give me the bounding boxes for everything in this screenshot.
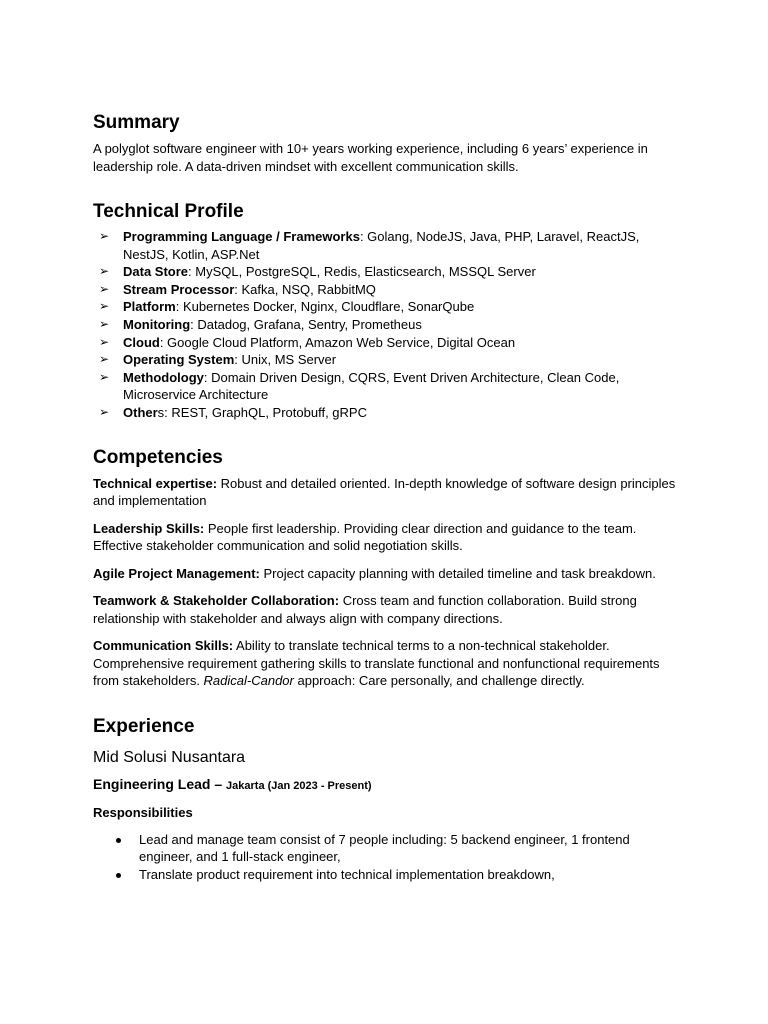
competency-agile — [93, 565, 683, 583]
experience-section — [93, 715, 683, 884]
tech-item-label: Operating System — [123, 352, 235, 368]
tech-item-label: Platform — [123, 299, 176, 315]
competency-text: People first leadership. Providing clear direction and guidance to the team. Effective stakeholder communication and solid negotiation skills. — [93, 520, 637, 554]
competency-communication — [93, 637, 683, 690]
competency-leadership — [93, 520, 683, 555]
tech-item-value: : Google Cloud Platform, Amazon Web Service, Digital Ocean — [159, 334, 516, 350]
competency-italic-text: Radical-Candor — [203, 673, 294, 689]
responsibility-item — [93, 866, 683, 884]
tech-item-others — [93, 404, 683, 422]
tech-item-label: Methodology — [123, 369, 204, 385]
competency-text: Cross team and function collaboration. Build strong relationship with stakeholder and always align with company directions. — [93, 593, 637, 626]
arrow-bullet-icon: ➢ — [99, 264, 110, 279]
tech-item-monitoring — [93, 316, 683, 334]
competency-label: Technical expertise: — [93, 475, 218, 491]
company-name: Mid Solusi Nusantara — [93, 748, 246, 766]
technical-profile-section — [93, 200, 683, 422]
competency-text: Project capacity planning with detailed timeline and task breakdown. — [259, 565, 656, 581]
experience-heading: Experience — [93, 715, 195, 737]
arrow-bullet-icon: ➢ — [99, 404, 110, 419]
competency-teamwork — [93, 592, 683, 627]
competency-label: Teamwork & Stakeholder Collaboration: — [93, 593, 340, 609]
competency-label: Leadership Skills: — [93, 520, 205, 536]
bullet-dot-icon — [116, 838, 121, 843]
summary-section — [93, 111, 683, 175]
responsibilities-list — [93, 831, 683, 884]
technical-profile-list — [93, 228, 683, 422]
tech-item-value: : Kafka, NSQ, RabbitMQ — [234, 281, 376, 297]
competency-text: Ability to translate technical terms to a non-technical stakeholder. Comprehensive requirement gathering skills to translate functional and nonfunctional requirements from stakeholders. — [93, 638, 660, 689]
competency-text: Robust and detailed oriented. In-depth knowledge of software design principles and implementation — [93, 475, 676, 509]
tech-item-methodology — [93, 369, 683, 404]
role-title: Engineering Lead – — [93, 775, 227, 792]
tech-item-label: Data Store — [123, 264, 189, 280]
tech-item-label: Programming Language / Frameworks — [123, 229, 360, 244]
competency-label: Agile Project Management: — [93, 565, 260, 581]
responsibilities-heading: Responsibilities — [93, 804, 193, 820]
arrow-bullet-icon: ➢ — [99, 316, 110, 331]
responsibility-text: Translate product requirement into technical implementation breakdown, — [139, 866, 555, 882]
role-line — [93, 775, 683, 795]
tech-item-label: Cloud — [123, 334, 160, 350]
tech-item-programming — [93, 228, 683, 263]
summary-text: A polyglot software engineer with 10+ years working experience, including 6 years’ experience in leadership role. A data-driven mindset with excellent communication skills. — [93, 141, 648, 174]
arrow-bullet-icon: ➢ — [99, 334, 110, 349]
tech-item-operating-system — [93, 351, 683, 369]
tech-item-value: : Domain Driven Design, CQRS, Event Driven Architecture, Clean Code, Microservice Architecture — [123, 369, 620, 403]
tech-item-data-store — [93, 263, 683, 281]
bullet-dot-icon — [116, 873, 121, 878]
tech-item-label: Other — [123, 404, 158, 420]
arrow-bullet-icon: ➢ — [99, 352, 110, 367]
arrow-bullet-icon: ➢ — [99, 299, 110, 314]
tech-item-platform — [93, 298, 683, 316]
tech-item-value: : MySQL, PostgreSQL, Redis, Elasticsearch, MSSQL Server — [188, 264, 536, 280]
role-location: Jakarta (Jan 2023 - Present) — [226, 779, 372, 792]
competency-text: approach: Care personally, and challenge directly. — [293, 673, 585, 689]
tech-item-value: : Unix, MS Server — [234, 352, 337, 368]
responsibility-text: Lead and manage team consist of 7 people including: 5 backend engineer, 1 frontend engineer, and 1 full-stack engineer, — [139, 831, 630, 865]
tech-item-value: : Datadog, Grafana, Sentry, Prometheus — [190, 316, 422, 332]
tech-item-label: Stream Processor — [123, 281, 235, 297]
arrow-bullet-icon: ➢ — [99, 229, 110, 243]
tech-item-value: s: REST, GraphQL, Protobuff, gRPC — [157, 404, 367, 420]
competencies-heading: Competencies — [93, 446, 223, 468]
tech-item-cloud — [93, 334, 683, 352]
tech-item-value: : Kubernetes Docker, Nginx, Cloudflare, SonarQube — [175, 299, 475, 315]
summary-heading: Summary — [93, 112, 180, 133]
competencies-section — [93, 446, 683, 690]
competency-label: Communication Skills: — [93, 638, 234, 654]
tech-item-value: : Golang, NodeJS, Java, PHP, Laravel, ReactJS, NestJS, Kotlin, ASP.Net — [123, 229, 640, 262]
arrow-bullet-icon: ➢ — [99, 281, 110, 296]
technical-profile-heading: Technical Profile — [93, 201, 244, 222]
tech-item-label: Monitoring — [123, 316, 191, 332]
responsibility-item — [93, 831, 683, 866]
resume-content — [93, 111, 683, 883]
arrow-bullet-icon: ➢ — [99, 369, 110, 384]
tech-item-stream-processor — [93, 281, 683, 299]
competency-technical-expertise — [93, 475, 683, 510]
